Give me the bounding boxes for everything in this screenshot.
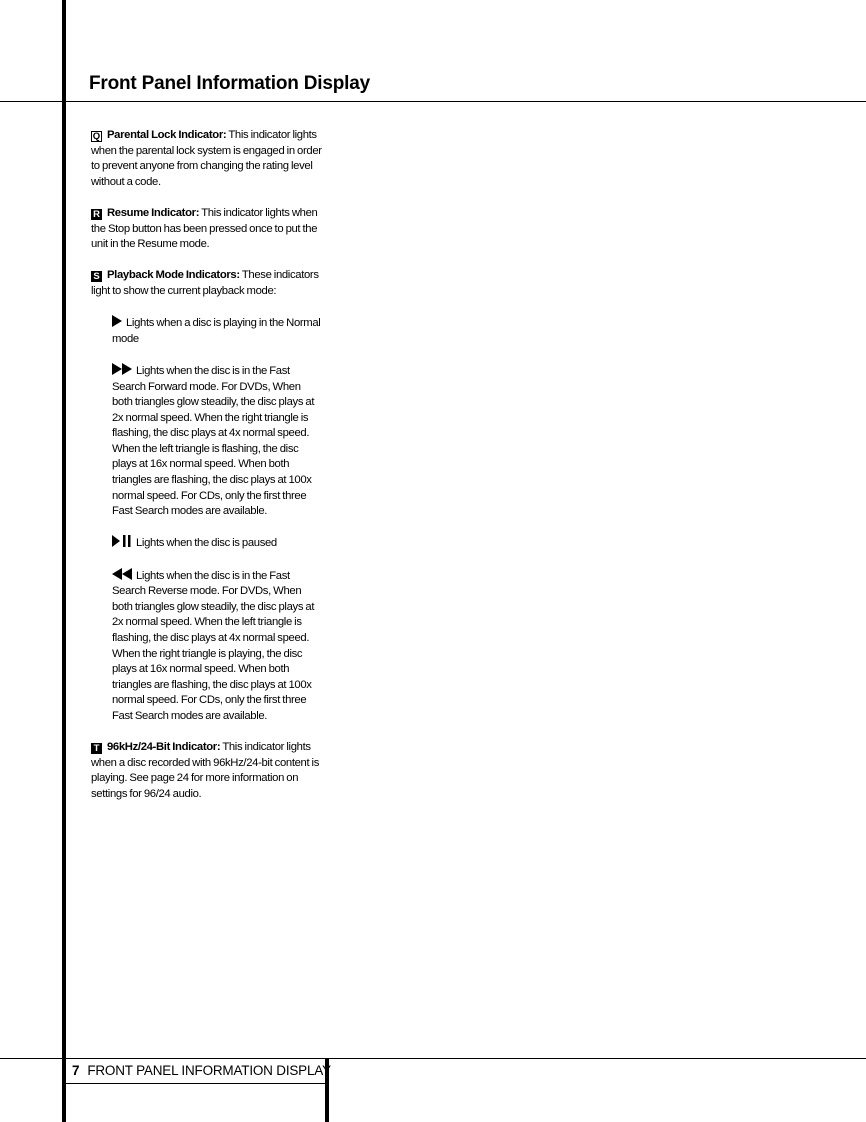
pause-icon xyxy=(112,535,132,547)
mode-description: Lights when the disc is in the Fast Search Forward mode. For DVDs, When both triangles glow steadily, the disc plays at 2x normal speed. When the right triangle is flashing, the disc plays at 4x normal speed. When the left triangle is flashing, the disc plays at 16x normal speed. When both triangles are flashing, the disc plays at 100x normal speed. For CDs, only the first three Fast Search modes are available. xyxy=(112,364,315,518)
letter-badge-q: Q xyxy=(92,131,101,142)
parental-lock-item xyxy=(91,128,323,190)
96khz-24bit-item xyxy=(91,740,323,802)
item-term: Playback Mode Indicators: xyxy=(107,269,240,282)
item-description: These indicators light to show the current playback mode: xyxy=(91,269,319,297)
item-term: Resume Indicator: xyxy=(107,206,200,219)
mode-description: Lights when a disc is playing in the Normal mode xyxy=(112,317,321,345)
footer-section-title: FRONT PANEL INFORMATION DISPLAY xyxy=(87,1063,331,1078)
playback-mode-play xyxy=(112,315,323,347)
fast-forward-icon xyxy=(112,363,132,375)
playback-mode-fast-reverse xyxy=(112,568,323,725)
letter-badge-r: R xyxy=(91,209,102,220)
header-rule xyxy=(0,101,866,102)
playback-mode-pause xyxy=(112,535,323,552)
item-description: This indicator lights when the parental lock system is engaged in order to prevent anyone from changing the rating level without a code. xyxy=(91,129,322,188)
play-icon xyxy=(112,315,122,327)
footer-box-bottom-rule xyxy=(66,1083,327,1084)
item-term: 96kHz/24-Bit Indicator: xyxy=(107,741,221,754)
page-number: 7 xyxy=(72,1063,80,1078)
fast-reverse-icon xyxy=(112,568,132,580)
main-content xyxy=(91,128,323,818)
resume-item xyxy=(91,206,323,253)
mode-description: Lights when the disc is paused xyxy=(136,537,277,550)
letter-badge-s: S xyxy=(91,271,102,282)
mode-description: Lights when the disc is in the Fast Search Reverse mode. For DVDs, When both triangles glow steadily, the disc plays at 2x normal speed. When the left triangle is flashing, the disc plays at 4x normal speed. When the right triangle is playing, the disc plays at 16x normal speed. When both triangles are flashing, the disc plays at 100x normal speed. For CDs, only the first three Fast Search modes are available. xyxy=(112,569,315,722)
item-description: This indicator lights when the Stop button has been pressed once to put the unit in the Resume mode. xyxy=(91,206,318,251)
item-term: Parental Lock Indicator: xyxy=(107,129,227,141)
page-title: Front Panel Information Display xyxy=(89,73,370,94)
item-description: This indicator lights when a disc recorded with 96kHz/24-bit content is playing. See page 24 for more information on settings for 96/24 audio. xyxy=(91,741,320,800)
footer-rule xyxy=(0,1058,866,1059)
letter-badge-t: T xyxy=(91,743,102,754)
playback-mode-fast-forward xyxy=(112,363,323,520)
playback-mode-item xyxy=(91,268,323,299)
left-margin-rule xyxy=(62,0,66,1122)
footer-label xyxy=(72,1063,331,1078)
